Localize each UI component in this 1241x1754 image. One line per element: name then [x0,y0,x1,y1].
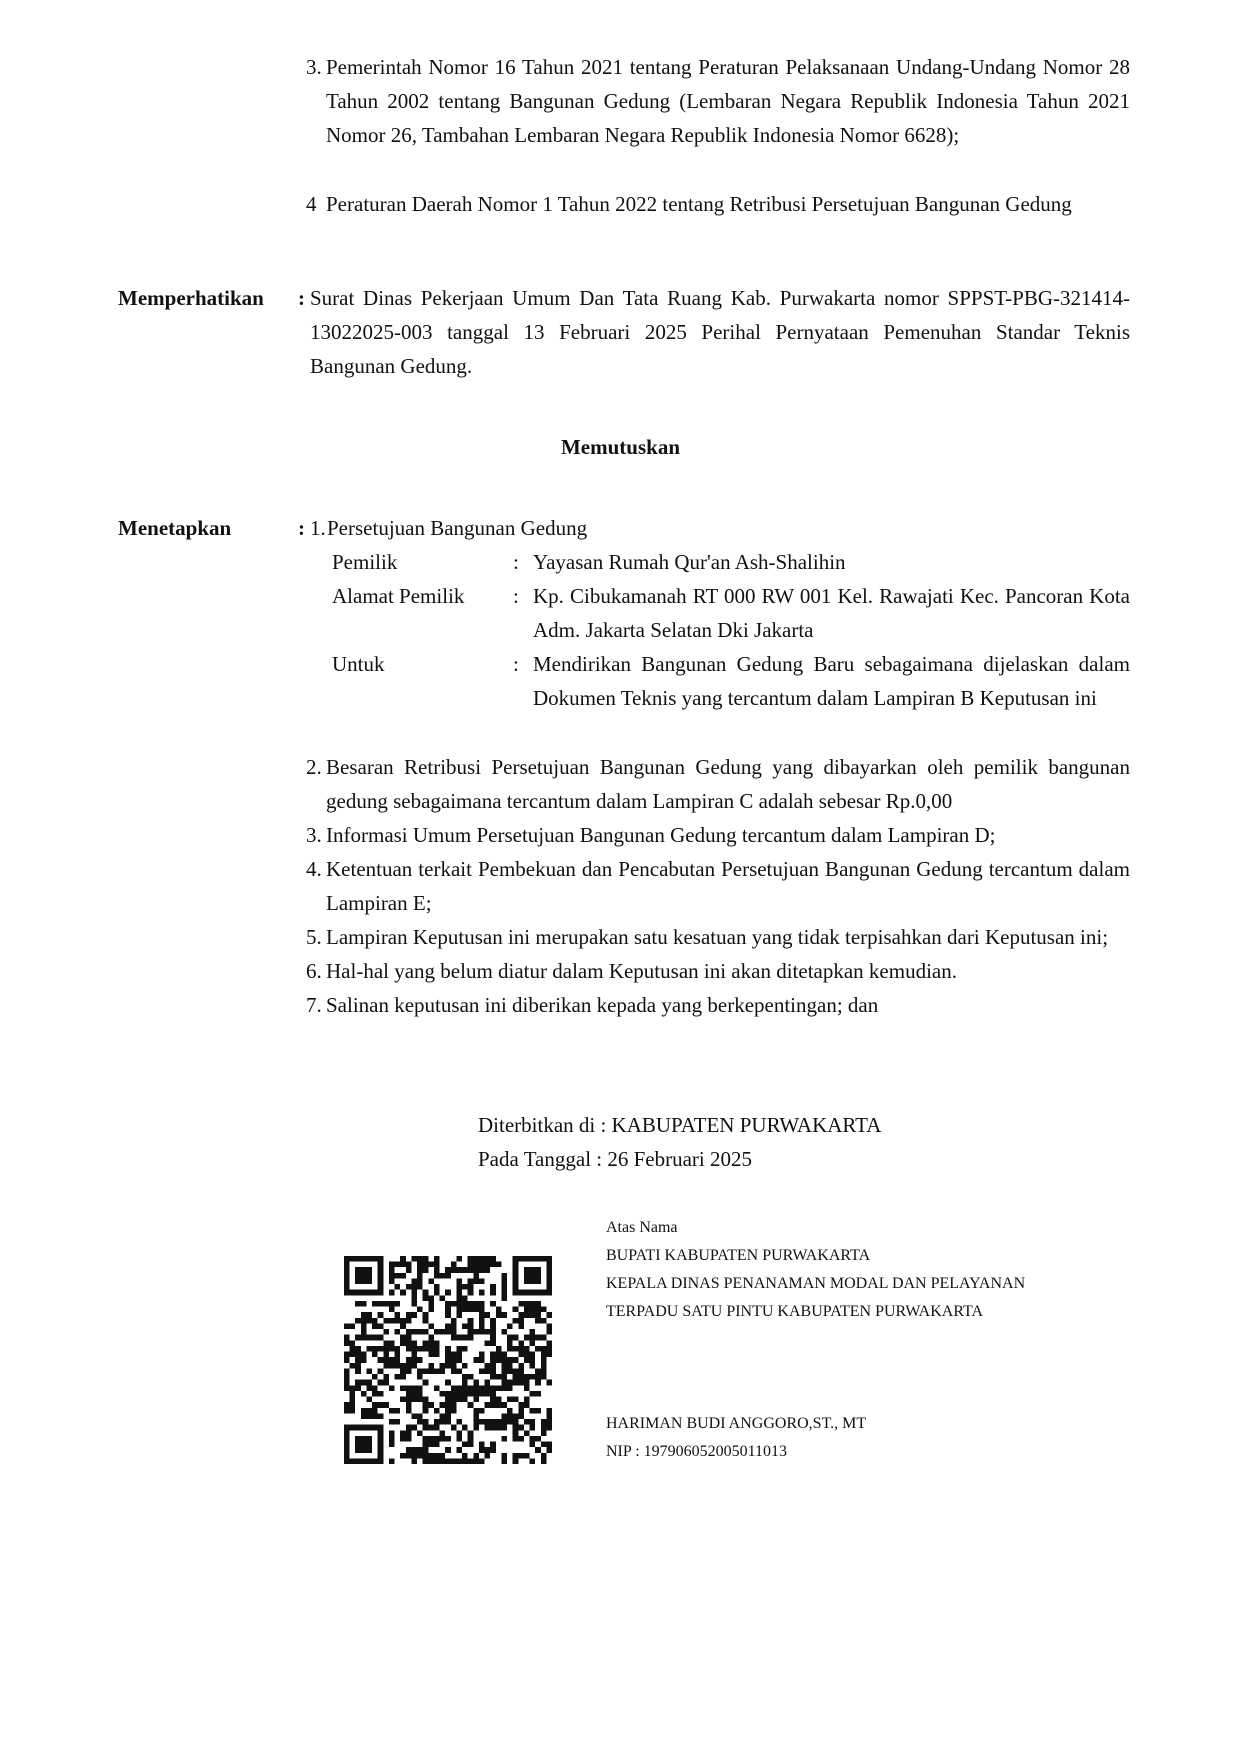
decision-heading: Memutuskan [560,435,681,459]
list-number: 3. [306,823,322,847]
approval-details [332,545,1130,715]
menetapkan-label: Menetapkan [118,516,232,540]
list-text: Informasi Umum Persetujuan Bangunan Gedung tercantum dalam Lampiran D; [326,823,996,847]
memperhatikan-colon: : [298,286,305,310]
detail-label: Alamat Pemilik [332,584,465,608]
detail-label: Untuk [332,652,385,676]
list-item [306,187,1130,221]
list-item [306,852,1130,920]
menetapkan-colon: : [298,516,305,540]
list-number: 4 [306,192,317,216]
list-item [306,988,1130,1022]
qr-code-icon [344,1256,552,1464]
list-item [310,511,1130,545]
list-number: 7. [306,993,322,1017]
official-nip: NIP : 197906052005011013 [606,1443,788,1460]
official-title-line1: BUPATI KABUPATEN PURWAKARTA [606,1247,871,1264]
memperhatikan-label: Memperhatikan [118,286,264,310]
list-item [306,50,1130,152]
signature-space [606,1326,1025,1410]
list-text: Pemerintah Nomor 16 Tahun 2021 tentang Peraturan Pelaksanaan Undang-Undang Nomor 28 Tahun 2002 tentang Bangunan Gedung (Lembaran Negara Republik Indonesia Tahun 2021 Nomor 26, Tambahan Lembaran Negara Republik Indonesia Nomor 6628); [326,55,1130,147]
list-number: 1. [310,516,326,540]
issued-date: Pada Tanggal : 26 Februari 2025 [478,1147,753,1171]
detail-row [332,579,1130,647]
signature-block [606,1214,1025,1466]
detail-value: Mendirikan Bangunan Gedung Baru sebagaimana dijelaskan dalam Dokumen Teknis yang tercantum dalam Lampiran B Keputusan ini [533,652,1130,710]
detail-colon: : [513,550,519,574]
detail-label: Pemilik [332,550,398,574]
decision-list [306,750,1130,1022]
list-text: Hal-hal yang belum diatur dalam Keputusan ini akan ditetapkan kemudian. [326,959,957,983]
list-number: 3. [306,55,322,79]
official-title-line3: TERPADU SATU PINTU KABUPATEN PURWAKARTA [606,1303,984,1320]
list-number: 5. [306,925,322,949]
list-text: Lampiran Keputusan ini merupakan satu kesatuan yang tidak terpisahkan dari Keputusan ini; [326,925,1109,949]
list-number: 2. [306,755,322,779]
official-name: HARIMAN BUDI ANGGORO,ST., MT [606,1415,867,1432]
list-text: Persetujuan Bangunan Gedung [327,516,588,540]
list-item [306,954,1130,988]
list-text: Ketentuan terkait Pembekuan dan Pencabutan Persetujuan Bangunan Gedung tercantum dalam Lampiran E; [326,857,1130,915]
detail-value: Yayasan Rumah Qur'an Ash-Shalihin [533,550,846,574]
on-behalf-text: Atas Nama [606,1219,678,1236]
detail-colon: : [513,652,519,676]
list-text: Peraturan Daerah Nomor 1 Tahun 2022 tentang Retribusi Persetujuan Bangunan Gedung [326,192,1072,216]
list-item [306,818,1130,852]
list-item [306,750,1130,818]
list-text: Salinan keputusan ini diberikan kepada yang berkepentingan; dan [326,993,879,1017]
list-item [306,920,1130,954]
list-text: Besaran Retribusi Persetujuan Bangunan Gedung yang dibayarkan oleh pemilik bangunan gedung sebagaimana tercantum dalam Lampiran C adalah sebesar Rp.0,00 [326,755,1130,813]
detail-row [332,647,1130,715]
issued-place: Diterbitkan di : KABUPATEN PURWAKARTA [478,1113,882,1137]
list-number: 6. [306,959,322,983]
memperhatikan-text: Surat Dinas Pekerjaan Umum Dan Tata Ruang Kab. Purwakarta nomor SPPST-PBG-321414-13022025-003 tanggal 13 Februari 2025 Perihal Pernyataan Pemenuhan Standar Teknis Bangunan Gedung. [310,286,1130,378]
detail-row [332,545,1130,579]
detail-value: Kp. Cibukamanah RT 000 RW 001 Kel. Rawajati Kec. Pancoran Kota Adm. Jakarta Selatan Dki Jakarta [533,584,1130,642]
list-number: 4. [306,857,322,881]
official-title-line2: KEPALA DINAS PENANAMAN MODAL DAN PELAYANAN [606,1275,1026,1292]
detail-colon: : [513,584,519,608]
